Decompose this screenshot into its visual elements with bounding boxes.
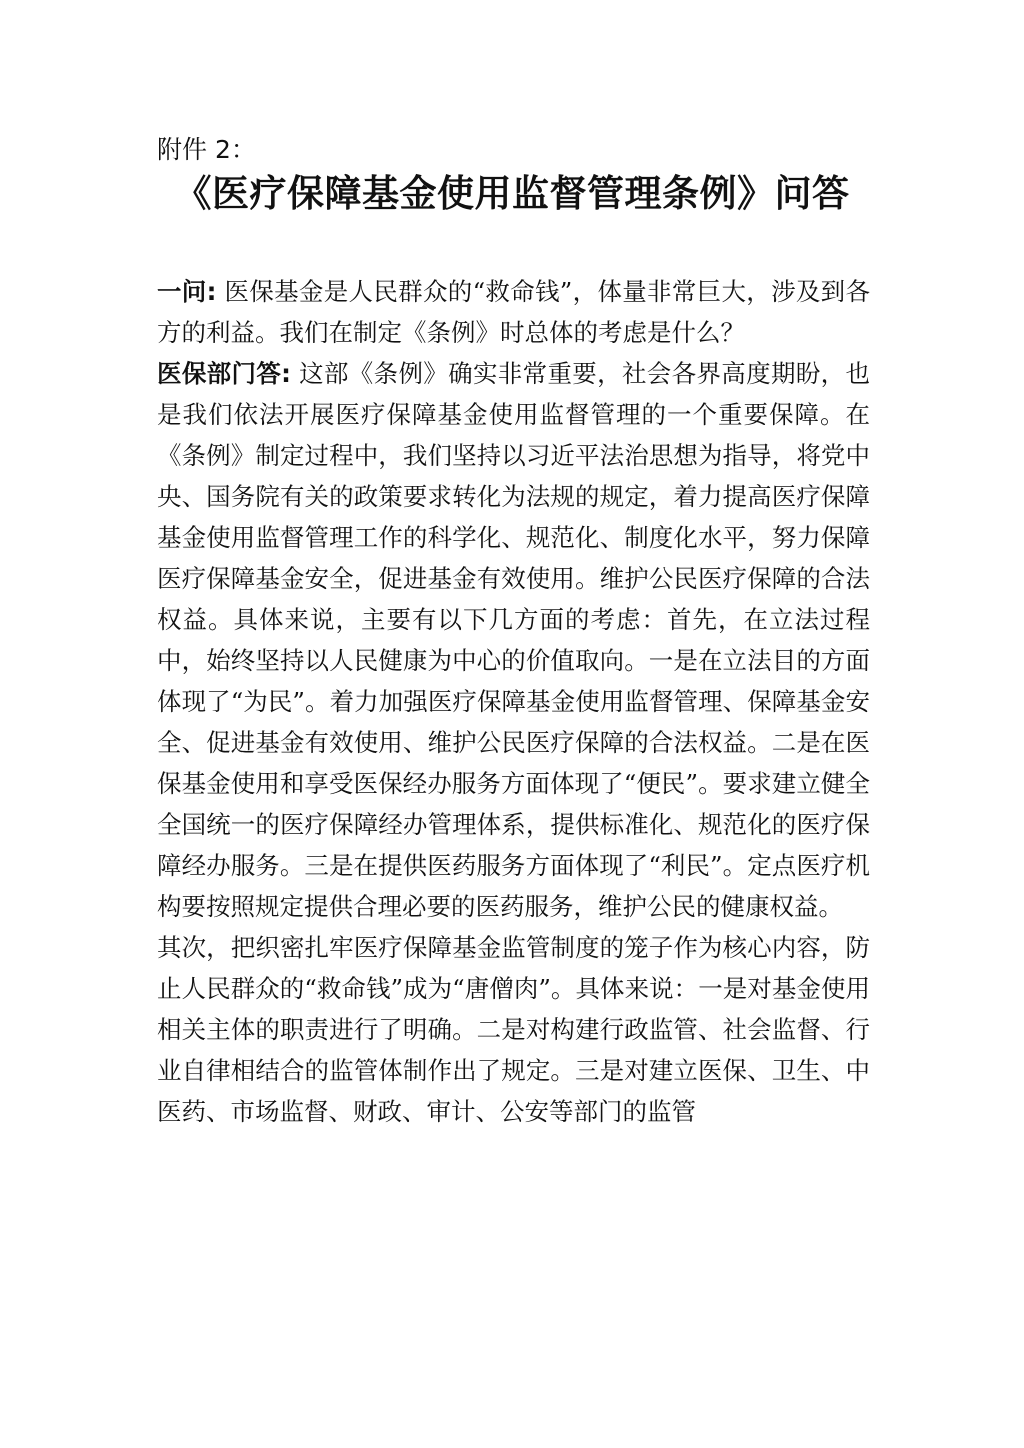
document-body xyxy=(157,271,870,1132)
question-lead: 一问: xyxy=(157,277,217,306)
attachment-label: 附件 2： xyxy=(157,135,256,164)
answer-paragraph-2: 其次，把织密扎牢医疗保障基金监管制度的笼子作为核心内容，防止人民群众的“救命钱”成为“唐僧肉”。具体来说：一是对基金使用相关主体的职责进行了明确。二是对构建行政监管、社会监督、行业自律相结合的监管体制作出了规定。三是对建立医保、卫生、中医药、市场监督、财政、审计、公安等部门的监管 xyxy=(157,933,870,1126)
document-title: 《医疗保障基金使用监督管理条例》问答 xyxy=(174,172,850,215)
answer-text-1: 这部《条例》确实非常重要，社会各界高度期盼，也是我们依法开展医疗保障基金使用监督管理的一个重要保障。在《条例》制定过程中，我们坚持以习近平法治思想为指导，将党中央、国务院有关的政策要求转化为法规的规定，着力提高医疗保障基金使用监督管理工作的科学化、规范化、制度化水平，努力保障医疗保障基金安全，促进基金有效使用。维护公民医疗保障的合法权益。具体来说，主要有以下几方面的考虑：首先，在立法过程中，始终坚持以人民健康为中心的价值取向。一是在立法目的方面体现了“为民”。着力加强医疗保障基金使用监督管理、保障基金安全、促进基金有效使用、维护公民医疗保障的合法权益。二是在医保基金使用和享受医保经办服务方面体现了“便民”。要求建立健全全国统一的医疗保障经办管理体系，提供标准化、规范化的医疗保障经办服务。三是在提供医药服务方面体现了“利民”。定点医疗机构要按照规定提供合理必要的医药服务，维护公民的健康权益。 xyxy=(157,359,870,921)
question-paragraph xyxy=(157,271,870,353)
question-text: 医保基金是人民群众的“救命钱”，体量非常巨大，涉及到各方的利益。我们在制定《条例》时总体的考虑是什么？ xyxy=(157,277,870,347)
answer-paragraph-1 xyxy=(157,353,870,927)
answer-lead: 医保部门答: xyxy=(157,359,291,388)
